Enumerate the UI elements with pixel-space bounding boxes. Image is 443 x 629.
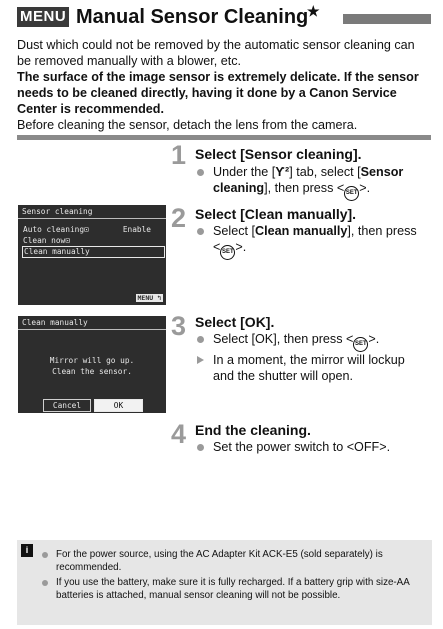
bullet-dot-icon — [197, 444, 204, 451]
page-header — [17, 3, 431, 30]
lcd-cancel-button: Cancel — [43, 399, 91, 412]
lcd-row-clean-manually: Clean manually — [22, 246, 165, 258]
arrow-bullet-icon — [197, 356, 204, 364]
note-box — [17, 540, 432, 625]
lcd-clean-manually-screen — [18, 316, 166, 413]
step-1-body — [195, 164, 429, 201]
step-3-body — [195, 331, 427, 384]
lcd-row-clean-now: Clean now⊡ — [23, 236, 70, 245]
note-item: If you use the battery, make sure it is fully recharged. If a battery grip with size-AA batteries is attached, manual sensor cleaning will not be possible. — [41, 576, 425, 602]
intro-paragraph: Dust which could not be removed by the automatic sensor cleaning can be removed manually with a blower, etc. — [17, 38, 415, 68]
menu-badge: MENU — [17, 7, 69, 27]
lcd-sensor-cleaning-screen — [18, 205, 166, 305]
bullet-dot-icon — [197, 169, 204, 176]
menu-return-icon: MENU ↰ — [137, 294, 161, 302]
set-button-icon: SET — [344, 186, 359, 201]
step-2-number: 2 — [171, 203, 187, 233]
step-3-bullet-2: In a moment, the mirror will lockup and the shutter will open. — [195, 352, 427, 384]
lcd-title: Clean manually — [22, 318, 88, 327]
section-divider — [17, 135, 431, 140]
lcd-ok-button: OK — [94, 399, 143, 412]
set-button-icon: SET — [220, 245, 235, 260]
step-2-bullet: Select [Clean manually], then press < SET >. — [195, 223, 431, 260]
step-4-title: End the cleaning. — [195, 422, 311, 438]
step-3-title: Select [OK]. — [195, 314, 275, 330]
bullet-dot-icon — [197, 228, 204, 235]
step-2-body — [195, 223, 431, 260]
step-1-number: 1 — [171, 140, 187, 170]
step-3-number: 3 — [171, 311, 187, 341]
lcd-title: Sensor cleaning — [22, 207, 93, 216]
note-list — [41, 548, 425, 604]
lcd-divider — [18, 218, 166, 219]
intro-text — [17, 37, 432, 133]
page-title: Manual Sensor Cleaning — [76, 6, 309, 28]
lcd-message-line-2: Clean the sensor. — [52, 367, 132, 376]
bullet-dot-icon — [197, 336, 204, 343]
sensor-icon: ⊡ — [84, 225, 89, 234]
title-bar-decoration — [343, 14, 431, 24]
note-icon: i — [21, 544, 33, 557]
step-4-body — [195, 439, 427, 455]
step-1-title: Select [Sensor cleaning]. — [195, 146, 362, 162]
step-2-title: Select [Clean manually]. — [195, 206, 357, 222]
bullet-dot-icon — [42, 580, 48, 586]
star-icon: ★ — [307, 3, 320, 19]
bullet-dot-icon — [42, 552, 48, 558]
tab-icon: Ƴ² — [275, 165, 290, 179]
step-1-bullet: Under the [Ƴ²] tab, select [Sensor cleaning], then press < SET >. — [195, 164, 429, 201]
lcd-message-line-1: Mirror will go up. — [49, 356, 135, 365]
step-4-bullet: Set the power switch to <OFF>. — [195, 439, 427, 455]
step-3-bullet-1: Select [OK], then press < SET >. — [195, 331, 427, 352]
step-4-number: 4 — [171, 419, 187, 449]
lcd-row-auto-cleaning: Auto cleaning⊡ Enable — [23, 225, 151, 234]
intro-instruction: Before cleaning the sensor, detach the lens from the camera. — [17, 118, 358, 132]
sensor-icon: ⊡ — [65, 236, 70, 245]
set-button-icon: SET — [353, 337, 368, 352]
note-item: For the power source, using the AC Adapter Kit ACK-E5 (sold separately) is recommended. — [41, 548, 425, 574]
intro-warning: The surface of the image sensor is extremely delicate. If the sensor needs to be cleaned directly, having it done by a Canon Service Center is recommended. — [17, 70, 419, 116]
lcd-divider — [18, 329, 166, 330]
